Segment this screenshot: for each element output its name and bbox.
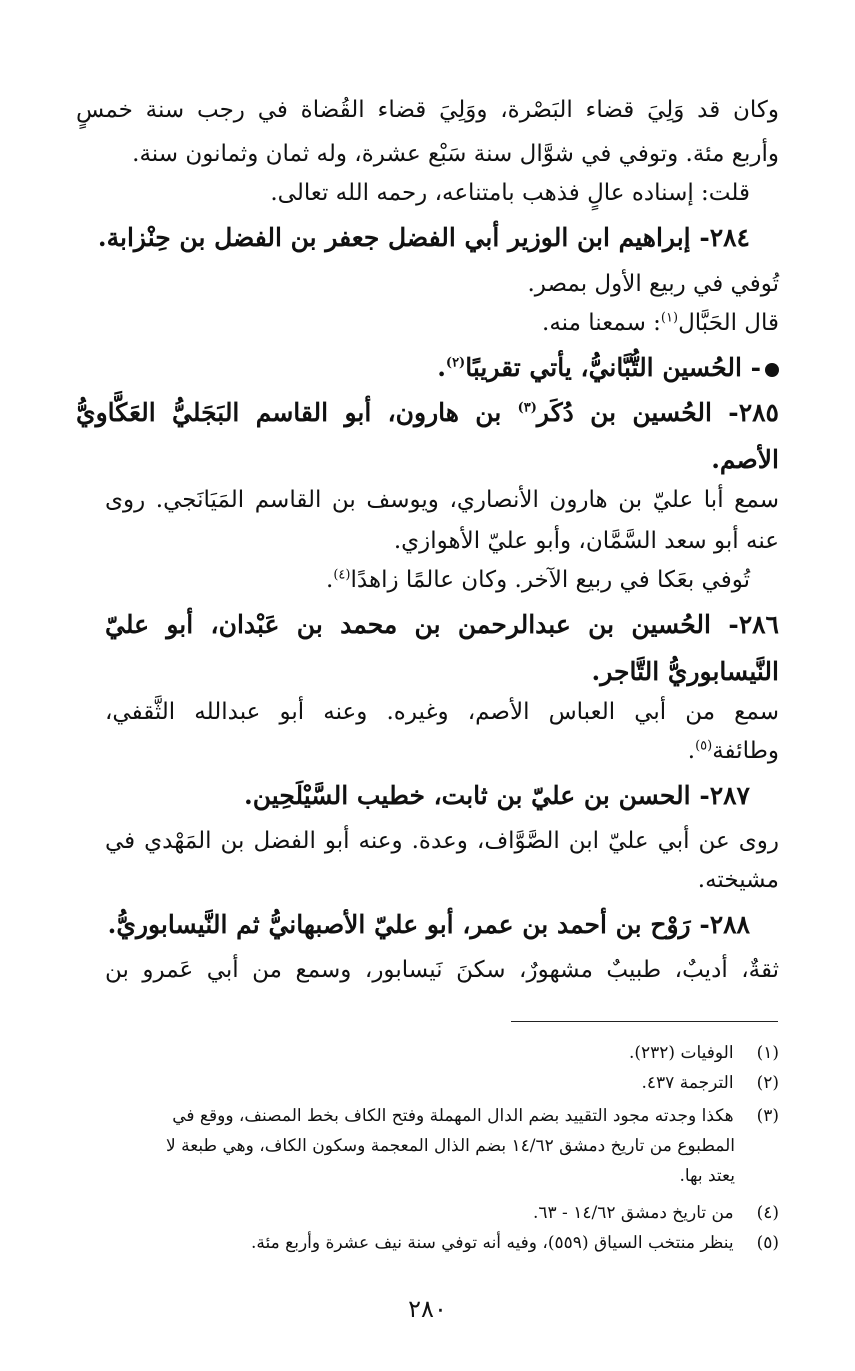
footnote-3-cont: المطبوع من تاريخ دمشق ١٤/٦٢ بضم الذال المعجمة وسكون الكاف، وهي طبعة لا xyxy=(166,1136,735,1156)
body-line: عنه أبو سعد السَّمَّان، وأبو عليّ الأهوازي. xyxy=(393,528,779,554)
bullet-icon xyxy=(765,363,779,377)
footnote-3: (٣) هكذا وجدته مجود التقييد بضم الدال المهملة وفتح الكاف بخط المصنف، ووقع في xyxy=(172,1106,779,1126)
entry-heading-285-cont: الأصم. xyxy=(711,445,779,474)
page-number: ٢٨٠ xyxy=(408,1295,447,1323)
footnote-4: (٤) من تاريخ دمشق ١٤/٦٢ - ٦٣. xyxy=(532,1203,779,1223)
footnote-ref[interactable]: (٤) xyxy=(333,567,351,583)
footnote-2: (٢) الترجمة ٤٣٧. xyxy=(641,1073,779,1093)
body-line: تُوفي بعَكا في ربيع الآخر. وكان عالمًا زاهدًا$^{(٤)}$. xyxy=(326,567,750,593)
entry-heading-286: ٢٨٦- الحُسين بن عبدالرحمن بن محمد بن عَبْدان، أبو عليّ xyxy=(105,610,779,639)
body-line: روى عن أبي عليّ ابن الصَّوَّاف، وعدة. وعنه أبو الفضل بن المَهْدي في xyxy=(105,828,779,854)
footnote-ref[interactable]: (٣) xyxy=(517,400,537,416)
footnote-ref[interactable]: (٢) xyxy=(445,355,466,371)
body-line: ثقةٌ، أديبٌ، طبيبٌ مشهورٌ، سكنَ نَيسابور، وسمع من أبي عَمرو بن xyxy=(105,957,779,983)
body-line: قال الحَبَّال$^{(١)}$: سمعنا منه. xyxy=(542,310,779,336)
body-line: مشيخته. xyxy=(697,867,779,893)
body-line: سمع من أبي العباس الأصم، وغيره. وعنه أبو عبدالله الثَّقفي، xyxy=(105,699,779,725)
footnote-separator xyxy=(511,1021,778,1022)
entry-heading-288: ٢٨٨- رَوْح بن أحمد بن عمر، أبو عليّ الأصبهانيُّ ثم النَّيسابوريُّ. xyxy=(107,910,750,939)
footnote-1: (١) الوفيات (٢٣٢). xyxy=(628,1043,779,1063)
footnote-ref[interactable]: (٥) xyxy=(695,738,713,754)
entry-heading-286-cont: النَّيسابوريُّ التَّاجر. xyxy=(591,657,779,686)
cross-reference-entry: - الحُسين التُّبَّانيُّ، يأتي تقريبًا$^{(٢)}$. xyxy=(437,352,779,383)
footnote-ref[interactable]: (١) xyxy=(660,310,679,326)
body-line: قلت: إسناده عالٍ فذهب بامتناعه، رحمه الله تعالى. xyxy=(270,180,750,206)
entry-heading-285: ٢٨٥- الحُسين بن دُكَر$^{(٣)}$ بن هارون، أبو القاسم البَجَليُّ العَكَّاويُّ xyxy=(76,398,779,427)
entry-heading-287: ٢٨٧- الحسن بن عليّ بن ثابت، خطيب السَّيْلَحِين. xyxy=(244,781,750,810)
entry-heading-284: ٢٨٤- إبراهيم ابن الوزير أبي الفضل جعفر بن الفضل بن حِنْزابة. xyxy=(97,223,750,252)
footnote-5: (٥) ينظر منتخب السياق (٥٥٩)، وفيه أنه توفي سنة نيف عشرة وأربع مئة. xyxy=(251,1233,779,1253)
footnote-3-cont: يعتد بها. xyxy=(679,1166,735,1186)
body-line: وطائفة$^{(٥)}$. xyxy=(687,738,779,764)
body-line: وأربع مئة. وتوفي في شوَّال سنة سَبْع عشرة، وله ثمان وثمانون سنة. xyxy=(132,141,779,167)
body-line: وكان قد وَلِيَ قضاء البَصْرة، ووَلِيَ قضاء القُضاة في رجب سنة خمسٍ xyxy=(76,97,779,123)
body-line: تُوفي في ربيع الأول بمصر. xyxy=(527,271,779,297)
body-line: سمع أبا عليّ بن هارون الأنصاري، ويوسف بن القاسم المَيَانَجي. روى xyxy=(105,487,779,513)
